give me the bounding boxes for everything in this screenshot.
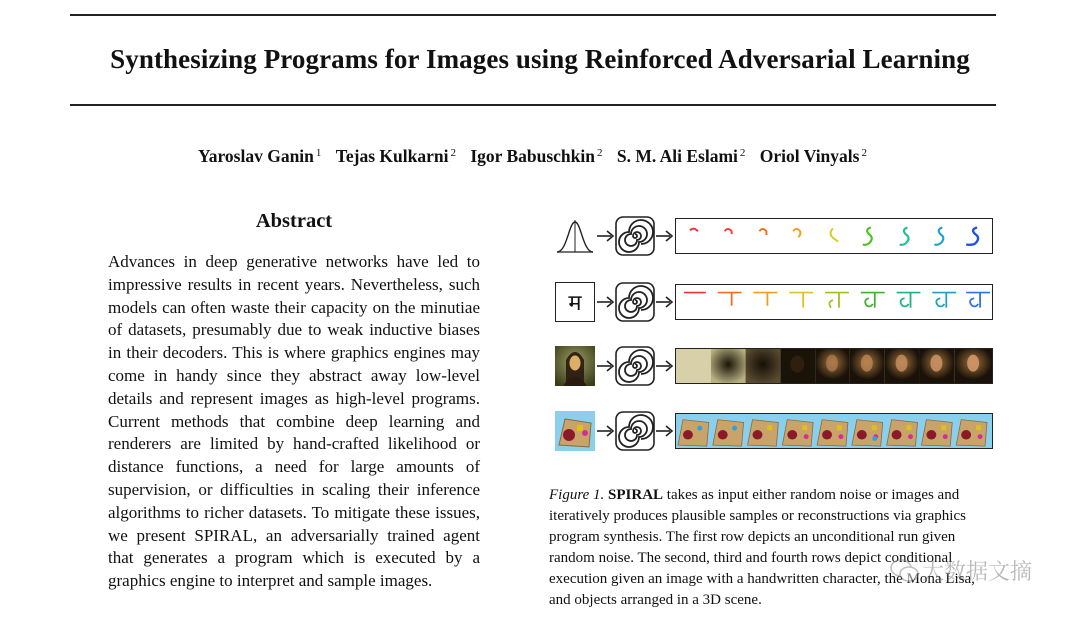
author: Tejas Kulkarni $^2$ (335, 146, 456, 166)
author: Oriol Vinyals $^2$ (759, 146, 867, 166)
figure-label: Figure 1. (549, 487, 605, 503)
author: Igor Babuschkin $^2$ (470, 146, 603, 166)
watermark (890, 555, 1040, 589)
figure-caption (549, 485, 997, 611)
abstract-heading: Abstract (255, 210, 333, 232)
handwritten-character-input: म (555, 282, 595, 322)
bottom-rule (70, 104, 996, 106)
watermark-text: 大数据文摘 (922, 560, 1033, 585)
output-strip-scenes (675, 413, 993, 449)
arrow-right-icon (597, 292, 615, 312)
output-strip-strokes (675, 218, 993, 254)
spiral-agent-icon (615, 346, 655, 386)
figure-row-scene (555, 411, 995, 451)
wechat-logo-icon (890, 557, 920, 585)
mona-lisa-thumbnail (555, 346, 595, 386)
3d-scene-thumbnail (555, 411, 595, 451)
author-list (0, 146, 1065, 167)
author: Yaroslav Ganin $^1$ (198, 146, 322, 166)
caption-text: takes as input either random noise or images and iteratively produces plausible samples or reconstructions via graphics program synthesis. The first row depicts an unconditional run given random noise. The second, third and fourth rows depict conditional execution given an image with a handwritten character, the Mona Lisa, and objects arranged in a 3D scene. (549, 487, 975, 608)
spiral-agent-icon (615, 216, 655, 256)
spiral-agent-icon (615, 411, 655, 451)
arrow-right-icon (656, 421, 674, 441)
gaussian-curve-icon (555, 216, 595, 256)
output-strip-characters (675, 284, 993, 320)
figure-spiral (555, 212, 995, 457)
spiral-agent-icon (615, 282, 655, 322)
paper-title: Synthesizing Programs for Images using Reinforced Adversarial Learning (110, 44, 970, 74)
output-strip-portraits (675, 348, 993, 384)
arrow-right-icon (597, 356, 615, 376)
top-rule (70, 14, 996, 16)
arrow-right-icon (656, 356, 674, 376)
figure-row-portrait (555, 346, 995, 386)
arrow-right-icon (597, 226, 615, 246)
caption-bold-term: SPIRAL (608, 487, 664, 503)
abstract-text: Advances in deep generative networks have led to impressive results in recent years. Nevertheless, such models can often waste their capacity on the minutiae of datasets, presumably due to weak inductive biases in their decoders. This is where graphics engines may come in handy since they abstract away low-level details and represent images as high-level programs. Current methods that combine deep learning and renderers are limited by hand-crafted likelihood or distance functions, a need for large amounts of supervision, or difficulties in scaling their inference algorithms to richer datasets. To mitigate these issues, we present SPIRAL, an adversarially trained agent that generates a program which is executed by a graphics engine to interpret and sample images. (108, 252, 480, 591)
figure-row-character (555, 282, 995, 322)
author: S. M. Ali Eslami $^2$ (616, 146, 746, 166)
arrow-right-icon (656, 292, 674, 312)
arrow-right-icon (597, 421, 615, 441)
arrow-right-icon (656, 226, 674, 246)
figure-row-noise (555, 216, 995, 256)
